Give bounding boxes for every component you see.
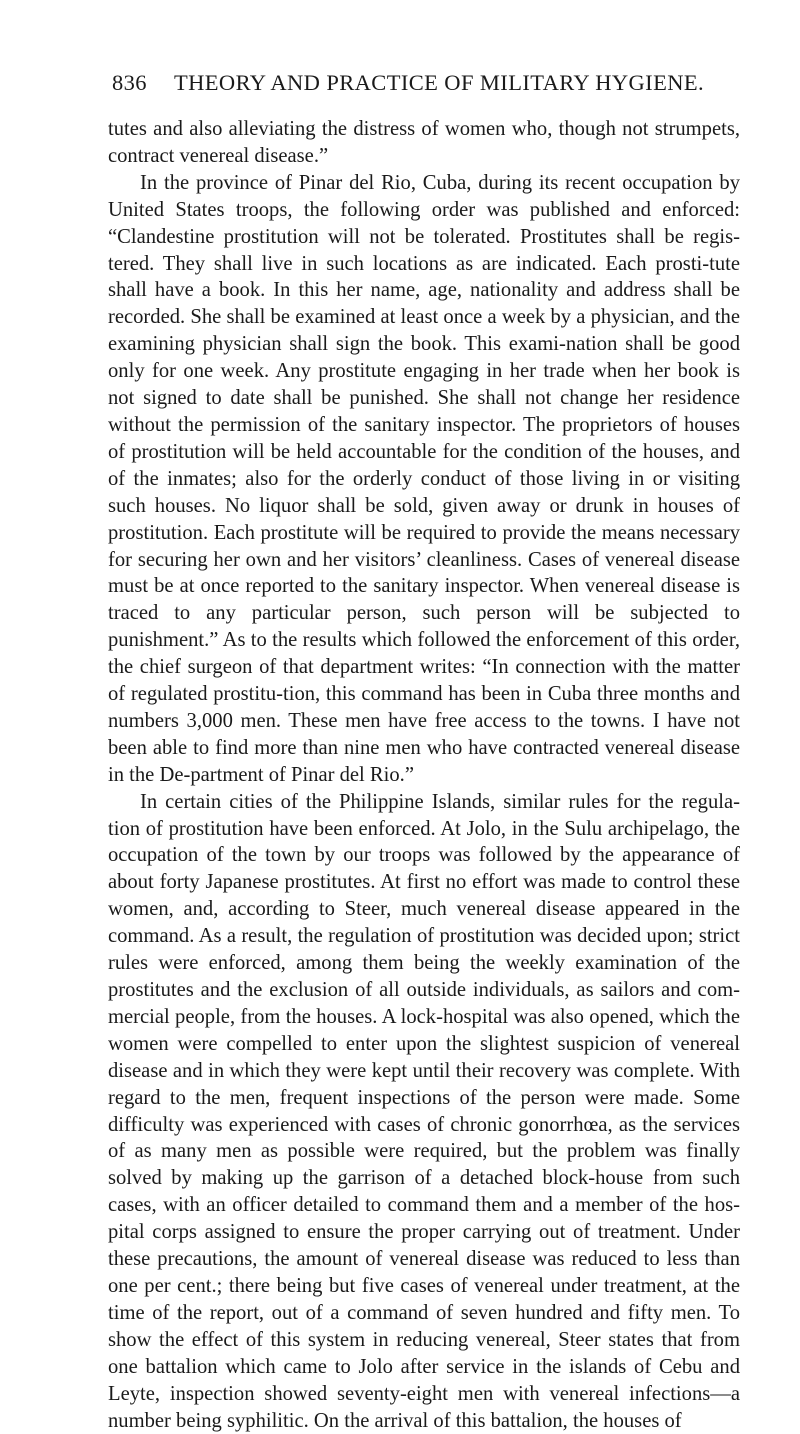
- running-title: THEORY AND PRACTICE OF MILITARY HYGIENE.: [174, 70, 705, 95]
- running-header: [112, 70, 730, 110]
- body-text: [108, 116, 740, 1434]
- paragraph-philippine-islands: In certain cities of the Philippine Islands, similar rules for the regula-tion of prostitution have been enforced. At Jolo, in the Sulu archipelago, the occupation of the town by our troops was followed by the appearance of about forty Japanese prostitutes. At first no effort was made to control these women, and, according to Steer, much venereal disease appeared in the command. As a result, the regulation of prostitution was decided upon; strict rules were enforced, among them being the weekly examination of the prostitutes and the exclusion of all outside individuals, as sailors and com-mercial people, from the houses. A lock-hospital was also opened, which the women were compelled to enter upon the slightest suspicion of venereal disease and in which they were kept until their recovery was complete. With regard to the men, frequent inspections of the person were made. Some difficulty was experienced with cases of chronic gonorrhœa, as the services of as many men as possible were required, but the problem was finally solved by making up the garrison of a detached block-house from such cases, with an officer detailed to command them and a member of the hos-pital corps assigned to ensure the proper carrying out of treatment. Under these precautions, the amount of venereal disease was reduced to less than one per cent.; there being but five cases of venereal under treatment, at the time of the report, out of a command of seven hundred and fifty men. To show the effect of this system in reducing venereal, Steer states that from one battalion which came to Jolo after service in the islands of Cebu and Leyte, inspection showed seventy-eight men with venereal infections—a number being syphilitic. On the arrival of this battalion, the houses of: [108, 790, 740, 1432]
- paragraph-continuation: tutes and also alleviating the distress of women who, though not strumpets, contract venereal disease.”: [108, 118, 740, 167]
- page-number: 836: [112, 70, 147, 95]
- paragraph-pinar-del-rio: In the province of Pinar del Rio, Cuba, during its recent occupation by United States troops, the following order was published and enforced: “Clandestine prostitution will not be tolerated. Prostitutes shall be regis-tered. They shall live in such locations as are indicated. Each prosti-tute shall have a book. In this her name, age, nationality and address shall be recorded. She shall be examined at least once a week by a physician, and the examining physician shall sign the book. This exami-nation shall be good only for one week. Any prostitute engaging in her trade when her book is not signed to date shall be punished. She shall not change her residence without the permission of the sanitary inspector. The proprietors of houses of prostitution will be held accountable for the condition of the houses, and of the inmates; also for the orderly conduct of those living in or visiting such houses. No liquor shall be sold, given away or drunk in houses of prostitution. Each prostitute will be required to provide the means necessary for securing her own and her visitors’ cleanliness. Cases of venereal disease must be at once reported to the sanitary inspector. When venereal disease is traced to any particular person, such person will be subjected to punishment.” As to the results which followed the enforcement of this order, the chief surgeon of that department writes: “In connection with the matter of regulated prostitu-tion, this command has been in Cuba three months and numbers 3,000 men. These men have free access to the towns. I have not been able to find more than nine men who have contracted venereal disease in the De-partment of Pinar del Rio.”: [108, 171, 740, 786]
